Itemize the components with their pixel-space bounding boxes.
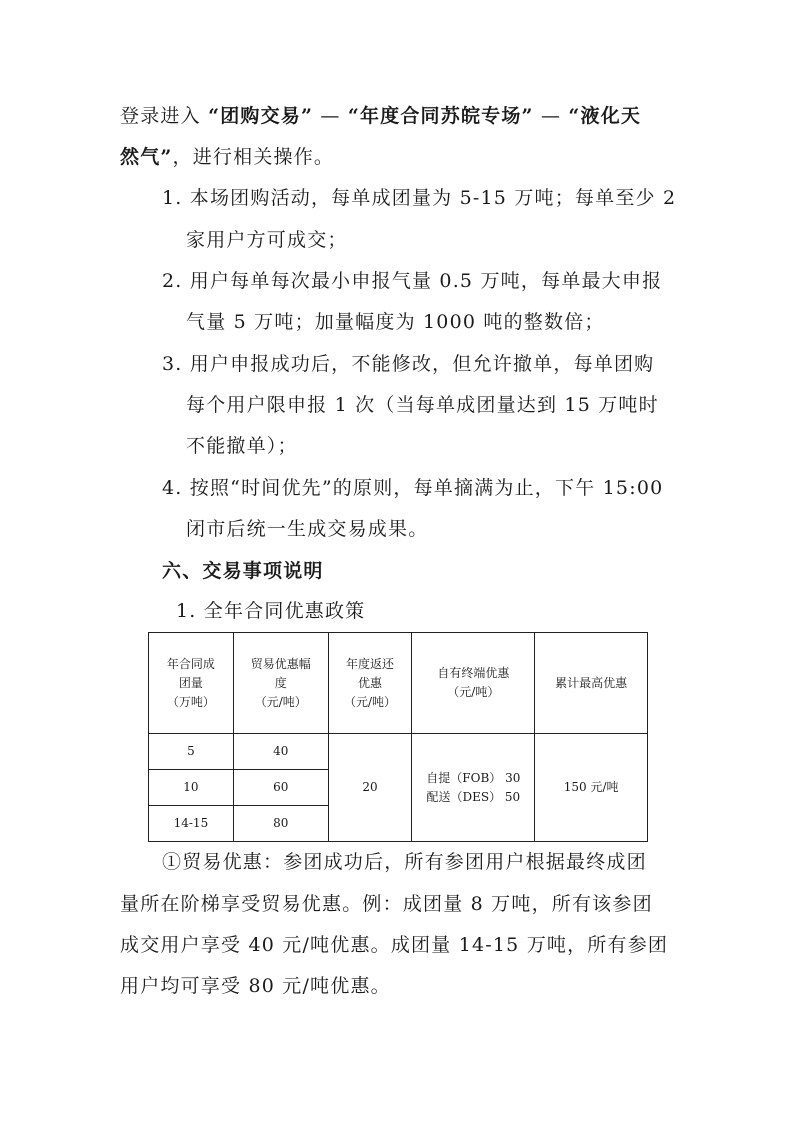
dash-separator: — [320, 105, 341, 127]
list-item-2-line-2: 气量 5 万吨；加量幅度为 1000 吨的整数倍； [186, 311, 605, 333]
cell-volume: 14-15 [149, 806, 234, 842]
intro-suffix: ，进行相关操作。 [172, 146, 335, 168]
trade-discount-para-line-3: 成交用户享受 40 元/吨优惠。成团量 14-15 万吨，所有参团 [120, 934, 669, 956]
list-item-4-line-1: 4. 按照“时间优先”的原则，每单摘满为止，下午 15:00 [162, 477, 664, 499]
cell-volume: 5 [149, 734, 234, 770]
cell-cumulative-max: 150 元/吨 [535, 734, 648, 842]
cell-terminal-discount: 自提（FOB） 30 配送（DES） 50 [412, 734, 535, 842]
dash-separator: — [540, 105, 562, 127]
intro-line-1 [120, 103, 641, 129]
trade-discount-para-line-4: 用户均可享受 80 元/吨优惠。 [120, 975, 391, 997]
menu-path-lng-start: “液化天 [568, 105, 642, 127]
header-cell-annual-return: 年度返还 优惠 （元/吨） [328, 633, 412, 734]
intro-prefix: 登录进入 [120, 105, 201, 127]
table-header-row [149, 633, 648, 734]
subsection-title: 1. 全年合同优惠政策 [176, 600, 366, 622]
cell-annual-return: 20 [328, 734, 412, 842]
list-item-1-line-1: 1. 本场团购活动，每单成团量为 5-15 万吨；每单至少 2 [162, 187, 677, 209]
list-item-3-line-3: 不能撤单）； [186, 435, 298, 457]
list-item-2-line-1: 2. 用户每单每次最小申报气量 0.5 万吨，每单最大申报 [162, 270, 663, 292]
section-heading: 六、交易事项说明 [162, 560, 324, 582]
policy-table [148, 632, 648, 842]
intro-line-2 [120, 144, 334, 170]
header-cell-cumulative-max: 累计最高优惠 [535, 633, 648, 734]
table-row [149, 734, 648, 770]
header-cell-trade-discount: 贸易优惠幅 度 （元/吨） [233, 633, 328, 734]
list-item-4-line-2: 闭市后统一生成交易成果。 [186, 518, 429, 540]
menu-path-group-buy: “团购交易” [208, 105, 314, 127]
header-cell-volume: 年合同成 团量 （万吨） [149, 633, 234, 734]
header-cell-terminal-discount: 自有终端优惠 （元/吨） [412, 633, 535, 734]
trade-discount-para-line-1: ①贸易优惠：参团成功后，所有参团用户根据最终成团 [162, 851, 647, 873]
cell-trade-discount: 80 [233, 806, 328, 842]
cell-trade-discount: 60 [233, 770, 328, 806]
list-item-3-line-2: 每个用户限申报 1 次（当每单成团量达到 15 万吨时 [186, 394, 659, 416]
list-item-1-line-2: 家用户方可成交； [186, 229, 348, 251]
cell-volume: 10 [149, 770, 234, 806]
menu-path-annual-contract: “年度合同苏皖专场” [347, 105, 534, 127]
cell-trade-discount: 40 [233, 734, 328, 770]
menu-path-lng-end: 然气” [120, 146, 173, 168]
trade-discount-para-line-2: 量所在阶梯享受贸易优惠。例：成团量 8 万吨，所有该参团 [120, 893, 653, 915]
list-item-3-line-1: 3. 用户申报成功后，不能修改，但允许撤单，每单团购 [162, 353, 655, 375]
